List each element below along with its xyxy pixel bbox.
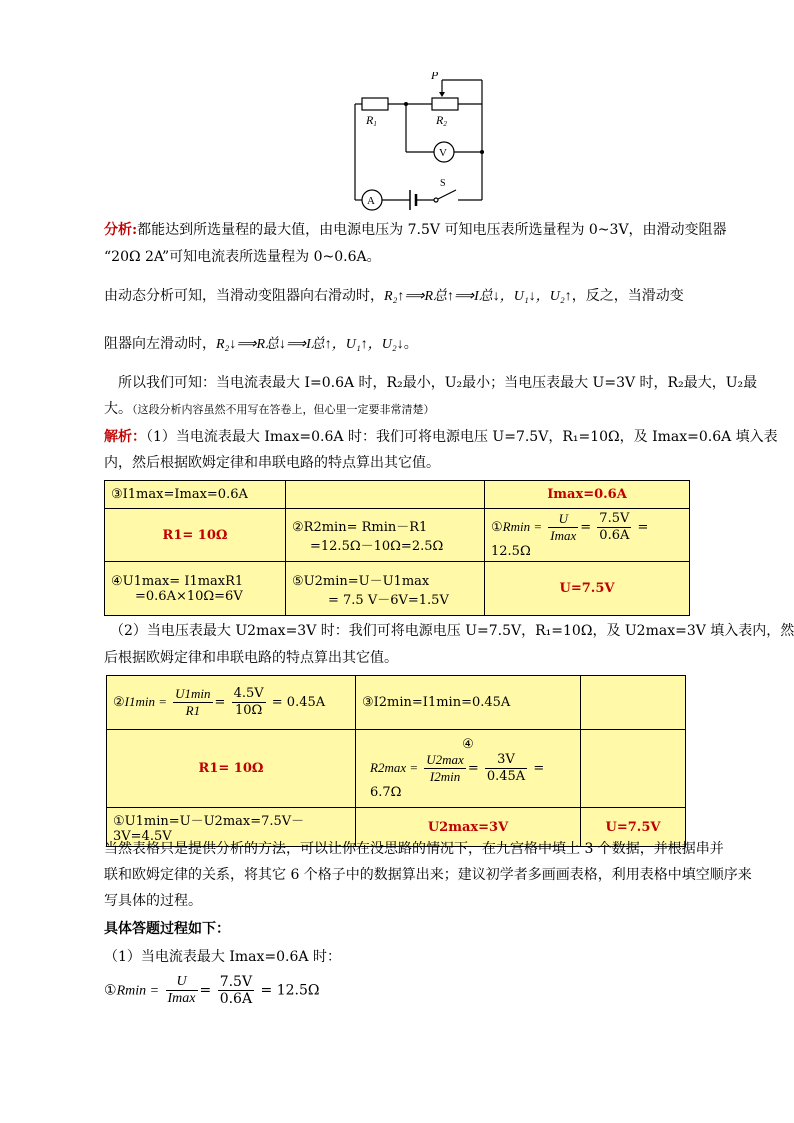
closing-line1: 当然表格只是提供分析的方法，可以让你在没思路的情况下，在九宫格中填上 3 个数据，并根据串并 (104, 841, 724, 857)
closing-line3: 写具体的过程。 (104, 893, 202, 909)
part2-line2: 后根据欧姆定律和串联电路的特点算出其它值。 (104, 650, 398, 666)
t2-r3c3: U=7.5V (581, 808, 686, 847)
grid-table-2 (106, 675, 686, 847)
t2-r3c1: ①U1min=U－U2max=7.5V－3V=4.5V (107, 808, 356, 847)
analysis-line2: “20Ω 2A”可知电流表所选量程为 0~0.6A。 (104, 249, 381, 265)
process-step1: （1）当电流表最大 Imax=0.6A 时： (104, 949, 341, 965)
label-a: A (367, 195, 375, 207)
t2-r1c1-formula: ②I1min = $\frac{U1\min}{R1}$ = $\frac{4.5V}{10\Omega}$ = 0.45A (107, 676, 356, 730)
t2-r2c3 (581, 730, 686, 808)
label-s: S (440, 178, 446, 189)
t1-r1c2 (286, 481, 485, 509)
closing-line2: 联和欧姆定律的关系，将其它 6 个格子中的数据算出来；建议初学者多画画表格，利用表格中填空顺序来 (104, 867, 752, 883)
t2-r1c2: ③I2min=I1min=0.45A (356, 676, 581, 730)
t1-r2c2: ②R2min= Rmin－R1 =12.5Ω－10Ω=2.5Ω (286, 509, 485, 562)
conclusion-line1: 所以我们可知：当电流表最大 I=0.6A 时，R₂最小，U₂最小；当电压表最大 U=3V 时，R₂最大，U₂最 (118, 375, 758, 391)
conclusion-line2: 大。（这段分析内容虽然不用写在答卷上，但心里一定要非常清楚） (104, 401, 435, 417)
t2-r2c1: R1= 10Ω (107, 730, 356, 808)
label-v: V (439, 147, 447, 159)
resistor-r2 (432, 98, 458, 110)
solution-line1: 解析：（1）当电流表最大 Imax=0.6A 时：我们可将电源电压 U=7.5V，R₁=10Ω，及 Imax=0.6A 填入表 (104, 429, 778, 445)
switch-s (438, 190, 456, 199)
t1-r2c1: R1= 10Ω (105, 509, 286, 562)
circuit-diagram (330, 72, 500, 217)
t1-r3c1: ④U1max= I1maxR1 =0.6A×10Ω=6V (105, 562, 286, 616)
resistor-r1 (362, 98, 388, 110)
t1-r2c3-formula: ①Rmin = $\frac{U}{Imax}$ = $\frac{7.5V}{0.6A}$ = 12.5Ω (485, 509, 690, 562)
grid-table-1 (104, 480, 690, 616)
t2-r1c3 (581, 676, 686, 730)
label-r2: R2 (436, 113, 447, 128)
analysis-line1: 分析:都能达到所选量程的最大值，由电源电压为 7.5V 可知电压表所选量程为 0~3V，由滑动变阻器 (104, 222, 727, 238)
part2-line1: （2）当电压表最大 U2max=3V 时：我们可将电源电压 U=7.5V，R₁=10Ω，及 U2max=3V 填入表内，然 (110, 623, 794, 639)
dynamic-line2: 阻器向左滑动时，R₂↓⟹R总↓⟹I总↑，U₁↑，U₂↓。 (104, 336, 418, 352)
t1-r1c1: ③I1max=Imax=0.6A (105, 481, 286, 509)
t2-r2c2-formula: ④ R2max = $\frac{U2\max}{I2\min}$ = $\frac{3V}{0.45A}$ = 6.7Ω (356, 730, 581, 808)
process-heading: 具体答题过程如下： (104, 921, 230, 937)
t1-r1c3: Imax=0.6A (485, 481, 690, 509)
dynamic-line1: 由动态分析可知，当滑动变阻器向右滑动时，R₂↑⟹R总↑⟹I总↓，U₁↓，U₂↑，反之，当滑动变 (104, 288, 684, 304)
t1-r3c3: U=7.5V (485, 562, 690, 616)
process-equation: ①Rmin = $\frac{U}{Imax}$ = $\frac{7.5V}{0.6A}$ = 12.5Ω (104, 974, 320, 1007)
t1-r3c2: ⑤U2min=U－U1max = 7.5 V－6V=1.5V (286, 562, 485, 616)
label-r1: R1 (366, 113, 377, 128)
label-p: P (431, 72, 439, 82)
solution-line2: 内，然后根据欧姆定律和串联电路的特点算出其它值。 (104, 455, 440, 471)
t2-r3c2: U2max=3V (356, 808, 581, 847)
